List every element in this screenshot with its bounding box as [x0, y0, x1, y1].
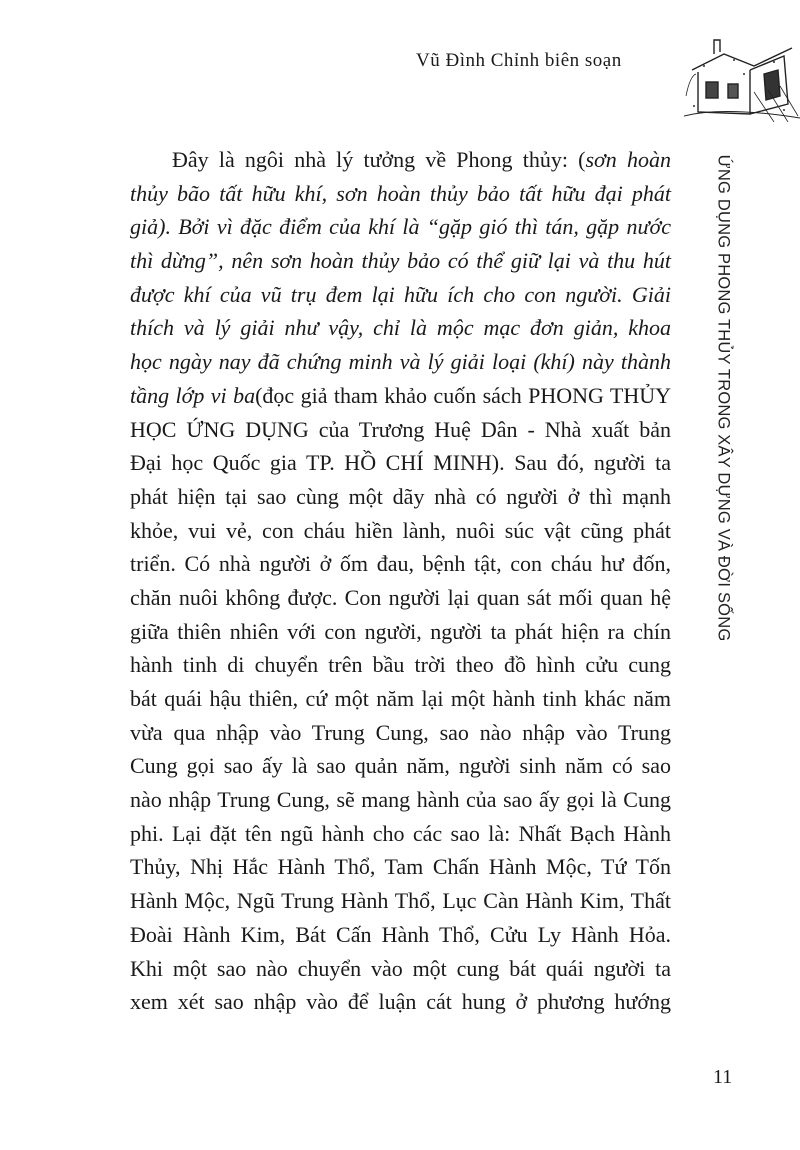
text-line: khỏe, vui vẻ, con cháu hiền lành, nuôi súc vật cũng phát: [130, 517, 671, 543]
side-title-text: ỨNG DỤNG PHONG THỦY TRONG XÂY DỰNG VÀ ĐỜI SỐNG: [714, 154, 733, 642]
text-line: Đại học Quốc gia TP. HỒ CHÍ MINH). Sau đó, người ta: [130, 450, 671, 476]
page-number: 11: [713, 1066, 733, 1088]
text-line: triển. Có nhà người ở ốm đau, bệnh tật, con cháu hư đốn,: [130, 551, 671, 577]
text-line: Cung gọi sao ấy là sao quản năm, người sinh năm có sao: [130, 753, 671, 779]
text-line: vừa qua nhập vào Trung Cung, sao nào nhập vào Trung: [130, 719, 671, 745]
text-line: chăn nuôi không được. Con người lại quan sát mối quan hệ: [130, 584, 671, 610]
text-line: Khi một sao nào chuyển vào một cung bát quái người ta: [130, 955, 671, 981]
text-line: xem xét sao nhập vào để luận cát hung ở phương hướng: [130, 989, 671, 1015]
text-line: Đây là ngôi nhà lý tưởng về Phong thủy: (sơn hoàn: [172, 147, 671, 172]
text-line: HỌC ỨNG DỤNG của Trương Huệ Dân - Nhà xuất bản: [130, 416, 671, 442]
text-line: Đoài Hành Kim, Bát Cấn Hành Thổ, Cửu Ly Hành Hỏa.: [130, 921, 671, 947]
text-line: Thủy, Nhị Hắc Hành Thổ, Tam Chấn Hành Mộc, Tứ Tốn: [130, 854, 671, 880]
text-line: thì dừng”, nên sơn hoàn thủy bảo có thể giữ lại và thu hút: [130, 248, 671, 274]
text-line: học ngày nay đã chứng minh và lý giải loại (khí) này thành: [130, 349, 671, 375]
text-line: Hành Mộc, Ngũ Trung Hành Thổ, Lục Càn Hành Kim, Thất: [130, 888, 671, 914]
text-line: được khí của vũ trụ đem lại hữu ích cho con người. Giải: [130, 281, 671, 307]
text-line: bát quái hậu thiên, cứ một năm lại một hành tinh khác năm: [130, 686, 671, 711]
text-line: thủy bão tất hữu khí, sơn hoàn thủy bảo tất hữu đại phát: [130, 180, 671, 206]
text-line: phi. Lại đặt tên ngũ hành cho các sao là: Nhất Bạch Hành: [130, 820, 671, 846]
text-line: phát hiện tại sao cùng một dãy nhà có người ở thì mạnh: [130, 483, 671, 509]
text-line: giữa thiên nhiên với con người, người ta phát hiện ra chín: [130, 618, 671, 644]
text-line: giả). Bởi vì đặc điểm của khí là “gặp gió thì tán, gặp nước: [130, 214, 671, 240]
text-line: tầng lớp vi ba(đọc giả tham khảo cuốn sách PHONG THỦY: [130, 382, 672, 408]
text-line: nào nhập Trung Cung, sẽ mang hành của sao ấy gọi là Cung: [130, 787, 671, 813]
text-line: thích và lý giải như vậy, chỉ là mộc mạc đơn giản, khoa: [130, 315, 671, 341]
house-illustration-icon: [684, 26, 800, 122]
text-line: hành tinh di chuyển trên bầu trời theo đồ hình cửu cung: [130, 652, 671, 678]
running-header-author: Vũ Đình Chỉnh biên soạn: [416, 50, 622, 71]
body-paragraph: [130, 143, 671, 1019]
side-running-title: [710, 154, 736, 642]
